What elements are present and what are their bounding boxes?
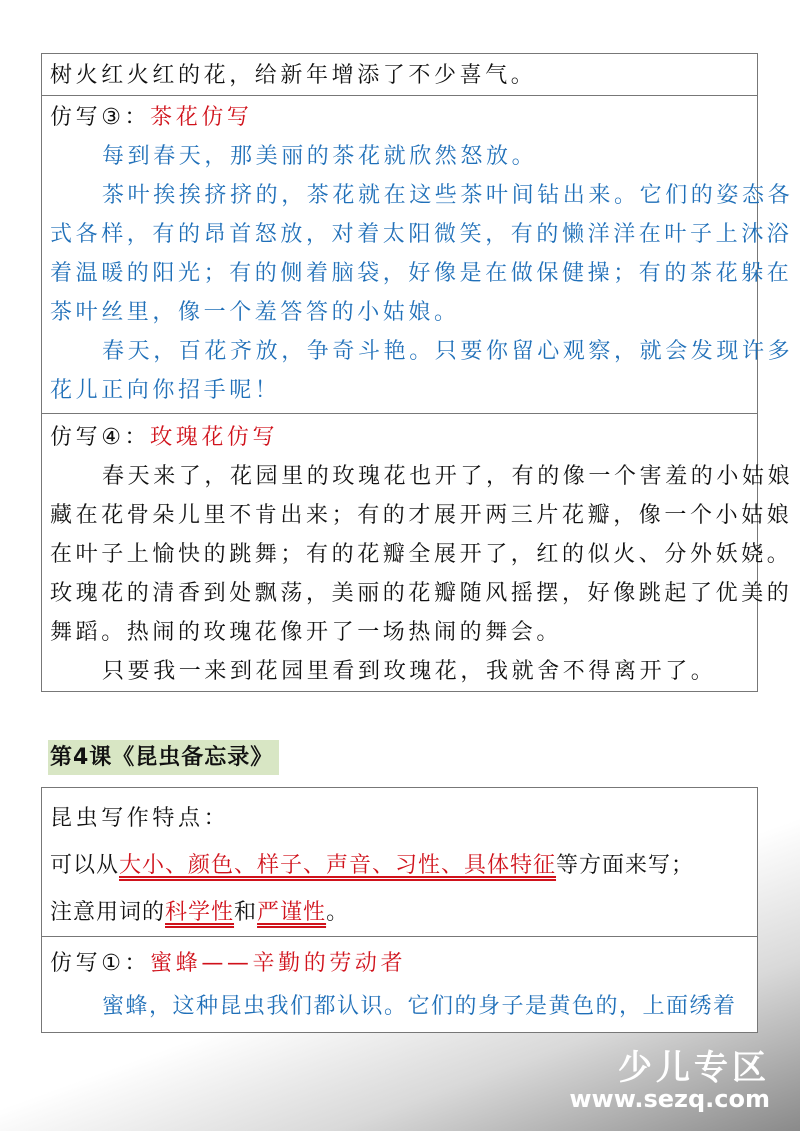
- table-row-features: [42, 788, 757, 937]
- paragraph-line: 只要我一来到花园里看到玫瑰花，我就舍不得离开了。: [102, 659, 717, 684]
- features-line-2: 注意用词的科学性和严谨性。: [50, 900, 350, 925]
- writing-table-1: [41, 53, 794, 692]
- paragraph-line: 舞蹈。热闹的玫瑰花像开了一场热闹的舞会。: [50, 620, 563, 645]
- watermark-url: www.sezq.com: [569, 1085, 770, 1113]
- paragraph-line: 每到春天，那美丽的茶花就欣然怒放。: [102, 144, 538, 169]
- rigorous-highlight: 严谨性: [257, 900, 327, 925]
- imitation-text: 蜜蜂，这种昆虫我们都认识。它们的身子是黄色的，上面绣着: [102, 994, 737, 1019]
- row-text: 树火红火红的花，给新年增添了不少喜气。: [50, 63, 537, 88]
- paragraph-line: 茶叶挨挨挤挤的，茶花就在这些茶叶间钻出来。它们的姿态各: [102, 183, 794, 208]
- table-row: [42, 54, 757, 96]
- paragraph-line: 春天，百花齐放，争奇斗艳。只要你留心观察，就会发现许多: [102, 339, 794, 364]
- writing-table-2: [41, 787, 758, 1033]
- features-highlight: 大小、颜色、样子、声音、习性、具体特征: [119, 853, 557, 878]
- table-row-camellia: [42, 96, 794, 414]
- paragraph-line: 花儿正向你招手呢！: [50, 378, 281, 403]
- paragraph-line: 在叶子上愉快的跳舞；有的花瓣全展开了，红的似火、分外妖娆。: [50, 542, 793, 567]
- imitation-title: 蜜蜂——辛勤的劳动者: [150, 951, 407, 976]
- table-row-rose: [42, 414, 794, 691]
- paragraph-line: 着温暖的阳光；有的侧着脑袋，好像是在做保健操；有的茶花躲在: [50, 261, 793, 286]
- features-title: 昆虫写作特点：: [50, 806, 230, 831]
- watermark-logo: 少儿专区: [618, 1048, 770, 1088]
- table-row-bee: [42, 937, 757, 1026]
- paragraph-line: 茶叶丝里，像一个羞答答的小姑娘。: [50, 300, 460, 325]
- imitation-title: 玫瑰花仿写: [150, 425, 279, 450]
- lesson-heading: 第4课《昆虫备忘录》: [48, 740, 279, 775]
- imitation-title: 茶花仿写: [150, 105, 253, 130]
- paragraph-line: 春天来了，花园里的玫瑰花也开了，有的像一个害羞的小姑娘: [102, 464, 794, 489]
- imitation-label: 仿写③：: [50, 105, 151, 130]
- imitation-label: 仿写①：: [50, 951, 151, 976]
- imitation-label: 仿写④：: [50, 425, 151, 450]
- paragraph-line: 式各样，有的昂首怒放，对着太阳微笑，有的懒洋洋在叶子上沐浴: [50, 222, 793, 247]
- scientific-highlight: 科学性: [165, 900, 235, 925]
- paragraph-line: 玫瑰花的清香到处飘荡，美丽的花瓣随风摇摆，好像跳起了优美的: [50, 581, 793, 606]
- paragraph-line: 藏在花骨朵儿里不肯出来；有的才展开两三片花瓣，像一个小姑娘: [50, 503, 793, 528]
- features-line-1: 可以从大小、颜色、样子、声音、习性、具体特征等方面来写；: [50, 853, 695, 878]
